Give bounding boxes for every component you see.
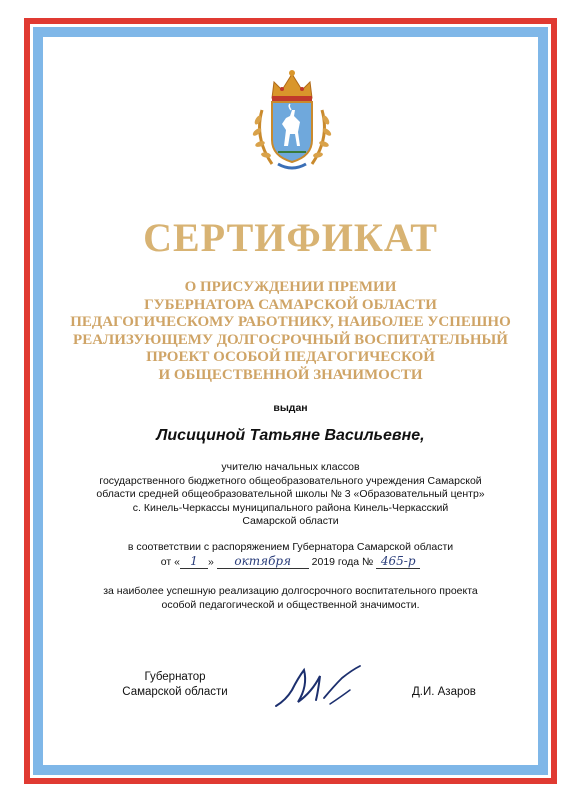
decree-reference	[60, 541, 521, 569]
decree-year: 2019 года №	[311, 555, 374, 568]
decree-number: 465-р	[376, 555, 420, 570]
signatory-title	[110, 670, 240, 700]
decree-month: октября	[217, 555, 309, 570]
decree-day: 1	[180, 555, 208, 570]
recipient-name: Лисициной Татьяне Васильевне,	[156, 427, 425, 444]
subtitle-line: ПРОЕКТ ОСОБОЙ ПЕДАГОГИЧЕСКОЙ	[146, 349, 435, 365]
subtitle-line: О ПРИСУЖДЕНИИ ПРЕМИИ	[184, 279, 397, 295]
description-line: области средней общеобразовательной школы № 3 «Образовательный центр»	[96, 488, 485, 500]
decree-line: в соответствии с распоряжением Губернатора Самарской области	[127, 541, 454, 553]
certificate-subtitle	[60, 279, 521, 384]
award-reason	[60, 585, 521, 612]
recipient-description	[60, 461, 521, 529]
description-line: с. Кинель-Черкассы муниципального района Кинель-Черкасский	[132, 501, 449, 514]
samara-coat-of-arms-icon	[242, 60, 342, 178]
issued-label: выдан	[273, 402, 308, 414]
signatory-title-line: Самарской области	[122, 686, 228, 698]
signatory-name: Д.И. Азаров	[412, 686, 476, 698]
handwritten-signature	[268, 656, 408, 716]
certificate-title: СЕРТИФИКАТ	[143, 215, 438, 260]
decree-date-line	[60, 555, 521, 570]
decree-quote-close: »	[207, 555, 214, 568]
decree-from-label: от «	[160, 555, 180, 568]
subtitle-line: РЕАЛИЗУЮЩЕМУ ДОЛГОСРОЧНЫЙ ВОСПИТАТЕЛЬНЫЙ	[73, 331, 508, 348]
description-line: государственного бюджетного общеобразовательного учреждения Самарской	[99, 474, 482, 487]
description-line: Самарской области	[242, 515, 339, 527]
subtitle-line: И ОБЩЕСТВЕННОЙ ЗНАЧИМОСТИ	[158, 366, 423, 383]
reason-line: особой педагогической и общественной значимости.	[161, 598, 420, 611]
reason-line: за наиболее успешную реализацию долгосрочного воспитательного проекта	[103, 585, 478, 597]
signatory-title-line: Губернатор	[144, 671, 206, 683]
subtitle-line: ПЕДАГОГИЧЕСКОМУ РАБОТНИКУ, НАИБОЛЕЕ УСПЕШНО	[70, 314, 511, 330]
description-line: учителю начальных классов	[221, 461, 360, 473]
subtitle-line: ГУБЕРНАТОРА САМАРСКОЙ ОБЛАСТИ	[144, 296, 437, 313]
